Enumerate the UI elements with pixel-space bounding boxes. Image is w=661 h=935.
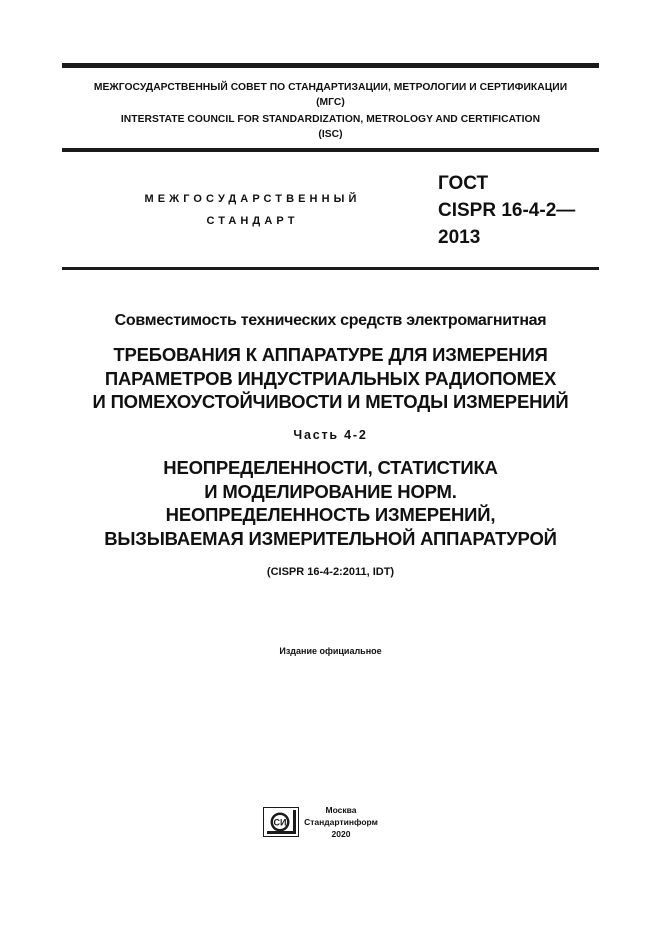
document-title (40, 343, 621, 414)
title-line2: ПАРАМЕТРОВ ИНДУСТРИАЛЬНЫХ РАДИОПОМЕХ (104, 367, 557, 389)
subtitle-line1: НЕОПРЕДЕЛЕННОСТИ, СТАТИСТИКА (163, 457, 498, 478)
part-title (40, 456, 621, 550)
top-rule (62, 63, 599, 68)
publisher-name: Стандартинформ (304, 817, 378, 827)
middle-rule (62, 148, 599, 152)
title-line1: ТРЕБОВАНИЯ К АППАРАТУРЕ ДЛЯ ИЗМЕРЕНИЯ (113, 344, 548, 365)
publisher-block (298, 804, 384, 840)
publisher-city: Москва (325, 805, 357, 815)
logo-text: СИ (273, 817, 287, 828)
subject-heading: Совместимость технических средств электромагнитная (114, 312, 547, 329)
part-number: Часть 4-2 (293, 428, 368, 442)
council-ru-abbr: (МГС) (316, 97, 345, 108)
council-name-en (62, 112, 599, 142)
designation-line1: ГОСТ (438, 173, 489, 194)
standard-type-line2: СТАНДАРТ (206, 215, 299, 227)
designation-line3: 2013 (438, 227, 481, 248)
publication-year: 2020 (331, 829, 351, 839)
edition-note: Издание официальное (279, 646, 382, 656)
standard-designation (438, 170, 575, 251)
council-ru-line: МЕЖГОСУДАРСТВЕННЫЙ СОВЕТ ПО СТАНДАРТИЗАЦИИ, МЕТРОЛОГИИ И СЕРТИФИКАЦИИ (93, 82, 568, 93)
lower-rule (62, 267, 599, 270)
designation-line2: CISPR 16-4-2— (438, 200, 576, 221)
title-line3: И ПОМЕХОУСТОЙЧИВОСТИ И МЕТОДЫ ИЗМЕРЕНИЙ (92, 391, 569, 412)
subtitle-line2: И МОДЕЛИРОВАНИЕ НОРМ. (204, 480, 457, 502)
council-en-line: INTERSTATE COUNCIL FOR STANDARDIZATION, METROLOGY AND CERTIFICATION (120, 114, 541, 125)
council-en-abbr: (ISC) (318, 129, 343, 140)
standard-type (120, 188, 385, 232)
subtitle-line3: НЕОПРЕДЕЛЕННОСТЬ ИЗМЕРЕНИЙ, (165, 504, 496, 525)
council-name-ru (62, 80, 599, 110)
international-reference: (CISPR 16-4-2:2011, IDT) (266, 566, 395, 578)
standard-type-line1: МЕЖГОСУДАРСТВЕННЫЙ (144, 193, 361, 205)
standartinform-logo-icon (263, 807, 299, 837)
subtitle-line4: ВЫЗЫВАЕМАЯ ИЗМЕРИТЕЛЬНОЙ АППАРАТУРОЙ (104, 527, 557, 549)
